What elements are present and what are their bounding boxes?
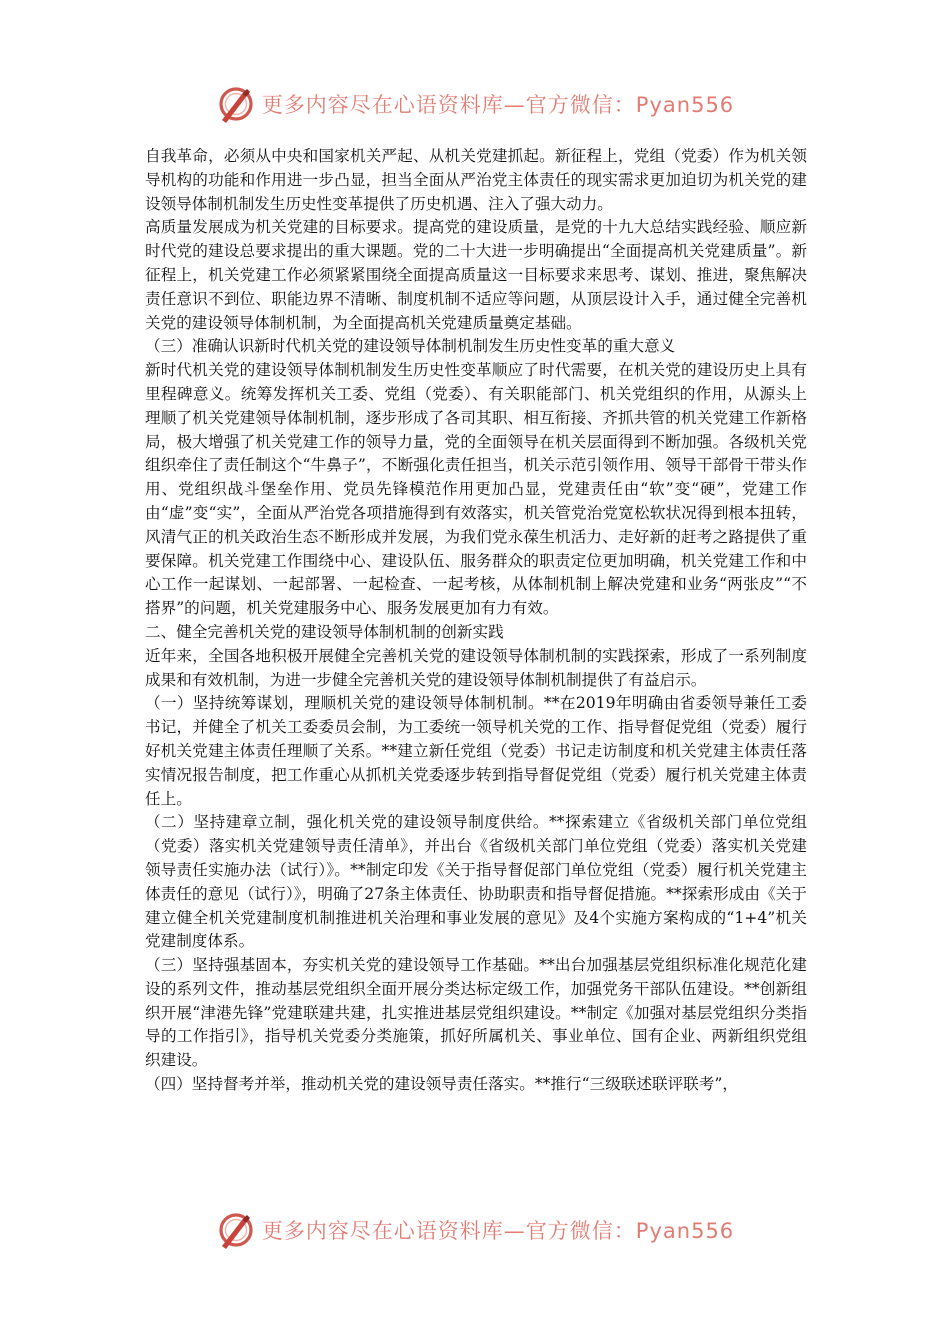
header-watermark-banner [0,82,950,126]
watermark-text: 更多内容尽在心语资料库—官方微信：Pyan556 [261,1219,735,1243]
paragraph: （四）坚持督考并举，推动机关党的建设领导责任落实。**推行“三级联述联评联考”， [145,1075,738,1094]
pen-circle-logo-icon [216,1210,256,1250]
section-heading: 二、健全完善机关党的建设领导体制机制的创新实践 [145,622,504,641]
section-heading: （三）准确认识新时代机关党的建设领导体制机制发生历史性变革的重大意义 [145,337,676,356]
pen-circle-logo-icon [216,84,256,124]
paragraph: 高质量发展成为机关党建的目标要求。提高党的建设质量，是党的十九大总结实践经验、顺应新时代党的建设总要求提出的重大课题。党的二十大进一步明确提出“全面提高机关党建质量”。新征程上，机关党建工作必须紧紧围绕全面提高质量这一目标要求来思考、谋划、推进，聚焦解决责任意识不到位、职能边界不清晰、制度机制不适应等问题，从顶层设计入手，通过健全完善机关党的建设领导体制机制，为全面提高机关党建质量奠定基础。 [145,218,807,332]
watermark-text: 更多内容尽在心语资料库—官方微信：Pyan556 [261,93,735,117]
paragraph: 新时代机关党的建设领导体制机制发生历史性变革顺应了时代需要，在机关党的建设历史上具有里程碑意义。统筹发挥机关工委、党组（党委）、有关职能部门、机关党组织的作用，从源头上理顺了机关党建领导体制机制，逐步形成了各司其职、相互衔接、齐抓共管的机关党建工作新格局，极大增强了机关党建工作的领导力量，党的全面领导在机关层面得到不断加强。各级机关党组织牵住了责任制这个“牛鼻子”，不断强化责任担当，机关示范引领作用、领导干部骨干带头作用、党组织战斗堡垒作用、党员先锋模范作用更加凸显，党建责任由“软”变“硬”，党建工作由“虚”变“实”，全面从严治党各项措施得到有效落实，机关管党治党宽松软状况得到根本扭转，风清气正的机关政治生态不断形成并发展，为我们党永葆生机活力、走好新的赶考之路提供了重要保障。机关党建工作围绕中心、建设队伍、服务群众的职责定位更加明确，机关党建工作和中心工作一起谋划、一起部署、一起检查、一起考核，从体制机制上解决党建和业务“两张皮”“不搭界”的问题，机关党建服务中心、服务发展更加有力有效。 [145,361,807,618]
paragraph: 近年来，全国各地积极开展健全完善机关党的建设领导体制机制的实践探索，形成了一系列制度成果和有效机制，为进一步健全完善机关党的建设领导体制机制提供了有益启示。 [145,646,807,689]
document-body [145,145,807,1097]
paragraph: （三）坚持强基固本，夯实机关党的建设领导工作基础。**出台加强基层党组织标准化规范化建设的系列文件，推动基层党组织全面开展分类达标定级工作，加强党务干部队伍建设。**创新组织开展“津港先锋”党建联建共建，扎实推进基层党组织建设。**制定《加强对基层党组织分类指导的工作指引》，指导机关党委分类施策，抓好所属机关、事业单位、国有企业、两新组织党组织建设。 [145,956,807,1070]
paragraph: 自我革命，必须从中央和国家机关严起、从机关党建抓起。新征程上，党组（党委）作为机关领导机构的功能和作用进一步凸显，担当全面从严治党主体责任的现实需求更加迫切为机关党的建设领导体制机制发生历史性变革提供了历史机遇、注入了强大动力。 [145,147,807,213]
footer-watermark-banner [0,1208,950,1252]
paragraph: （一）坚持统筹谋划，理顺机关党的建设领导体制机制。**在2019年明确由省委领导兼任工委书记，并健全了机关工委委员会制，为工委统一领导机关党的工作、指导督促党组（党委）履行好机关党建主体责任理顺了关系。**建立新任党组（党委）书记走访制度和机关党建主体责任落实情况报告制度，把工作重心从抓机关党委逐步转到指导督促党组（党委）履行机关党建主体责任上。 [145,694,807,808]
paragraph: （二）坚持建章立制，强化机关党的建设领导制度供给。**探索建立《省级机关部门单位党组（党委）落实机关党建领导责任清单》，并出台《省级机关部门单位党组（党委）落实机关党建领导责任实施办法（试行）》。**制定印发《关于指导督促部门单位党组（党委）履行机关党建主体责任的意见（试行）》，明确了27条主体责任、协助职责和指导督促措施。**探索形成由《关于建立健全机关党建制度机制推进机关治理和事业发展的意见》及4个实施方案构成的“1+4”机关党建制度体系。 [145,813,807,951]
